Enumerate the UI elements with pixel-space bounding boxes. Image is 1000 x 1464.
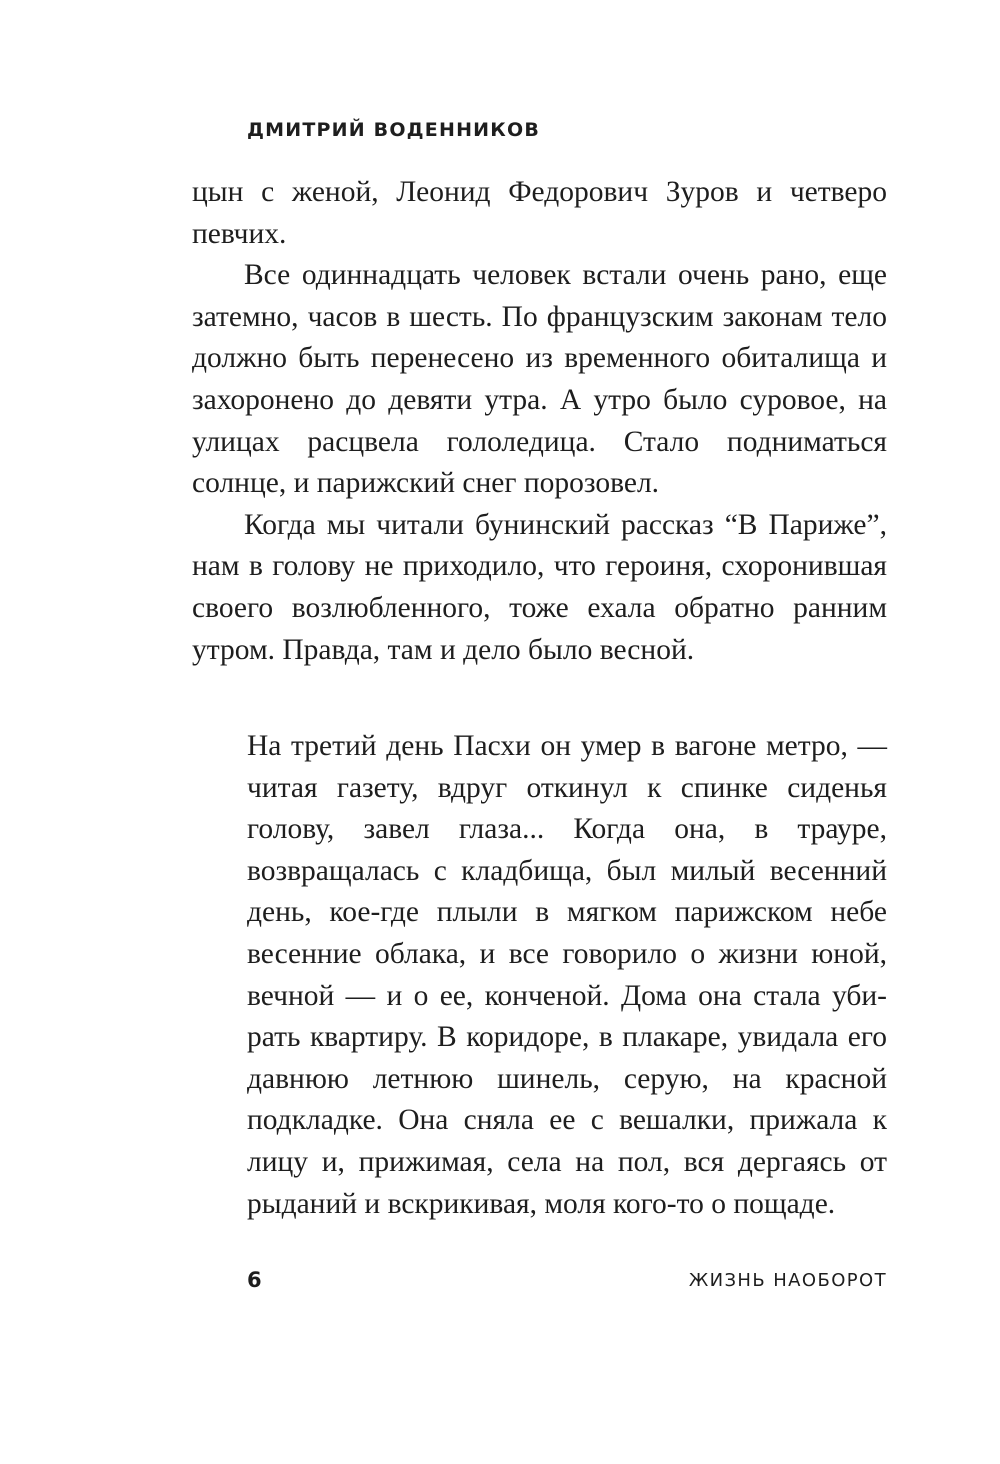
running-foot-title: ЖИЗНЬ НАОБОРОТ [688,1270,887,1291]
quote-paragraph: На третий день Пасхи он умер в вагоне метро, — читая газету, вдруг откинул к спинке сиденья голову, завел глаза... Когда она, в трауре, возвращалась с кладбища, был милый весенний день, кое-где плыли в мягком парижском небе весенние облака, и все говорило о жизни юной, вечной — и о ее, конченой. Дома она стала убирать квартиру. В коридоре, в плакаре, увидала его давнюю летнюю шинель, серую, на красной подкладке. Она сняла ее с вешалки, прижала к лицу и, прижимая, села на пол, вся дергаясь от рыданий и вскрикивая, моля кого-то о пощаде. [247,730,887,1220]
page-number: 6 [247,1268,262,1292]
paragraph-continued: цын с женой, Леонид Федорович Зуров и четверо певчих. [192,176,887,250]
running-head-author: ДМИТРИЙ ВОДЕННИКОВ [247,119,541,141]
block-quote [247,726,887,1225]
main-text [192,172,887,671]
paragraph: Когда мы читали бунинский рассказ “В Париже”, нам в голову не приходило, что героиня, схоронившая своего возлюбленного, тоже ехала обратно ранним утром. Правда, там и дело было весной. [192,508,887,666]
paragraph: Все одиннадцать человек встали очень рано, еще затемно, часов в шесть. По французским законам тело должно быть перенесено из временного обиталища и захоронено до девяти утра. А утро было суровое, на улицах расцвела гололедица. Стало подниматься солнце, и парижский снег порозовел. [192,259,887,500]
